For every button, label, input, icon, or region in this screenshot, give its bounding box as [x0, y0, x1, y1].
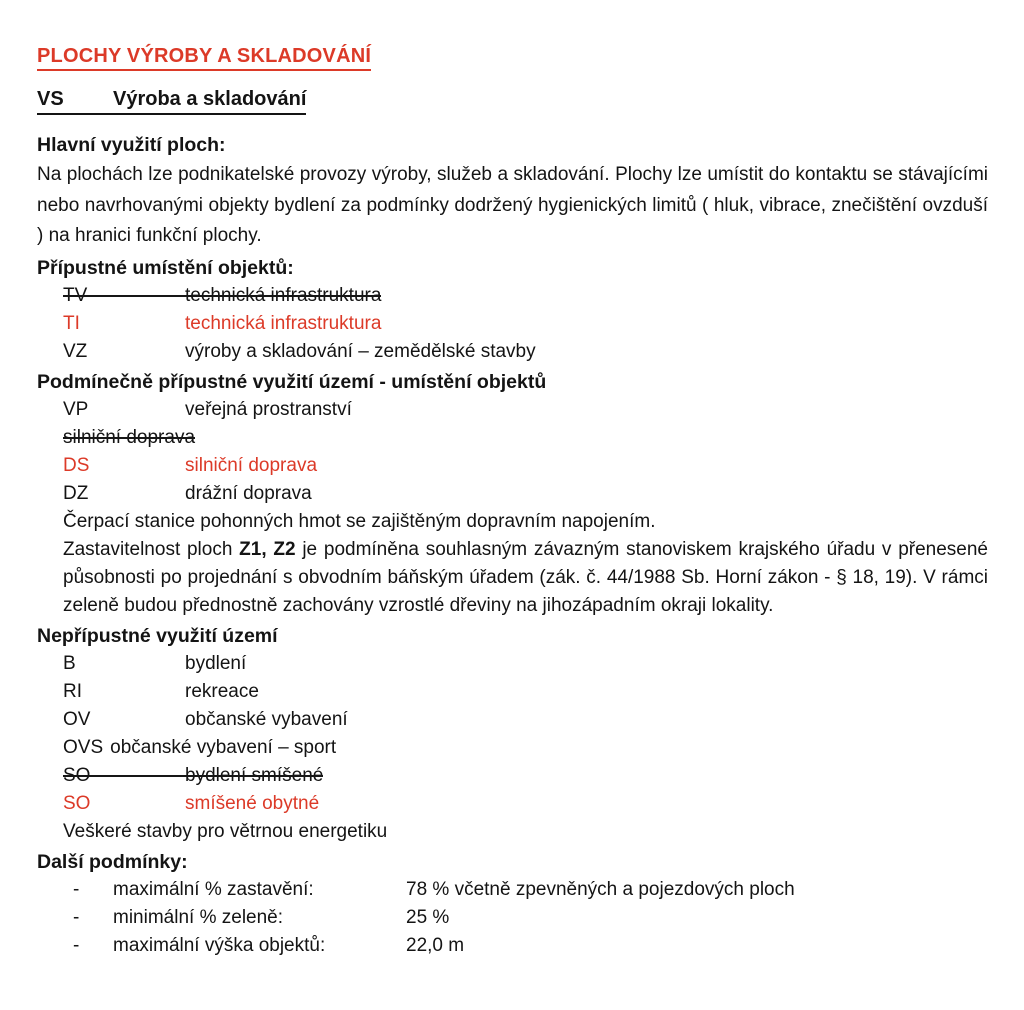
use-code: DS [63, 454, 90, 476]
title-row [37, 44, 988, 87]
use-label: drážní doprava [185, 482, 312, 504]
use-item [63, 678, 259, 706]
use-code: OVS [63, 736, 104, 758]
use-label: technická infrastruktura [185, 284, 382, 306]
use-label: rekreace [185, 680, 259, 702]
condition-label: minimální % zeleně: [113, 906, 284, 928]
use-label: silniční doprava [63, 426, 196, 448]
conditional-heading: Podmínečně přípustné využití území - umístění objektů [37, 370, 547, 393]
use-label: veřejná prostranství [185, 398, 352, 420]
inadmissible-heading: Nepřípustné využití území [37, 624, 278, 647]
use-item-row [63, 452, 988, 480]
z1-z2-note-bold: Z1, Z2 [239, 538, 296, 560]
use-item [63, 396, 352, 424]
use-item-row [63, 762, 988, 790]
condition-row [73, 932, 988, 960]
use-item-row [63, 734, 988, 762]
zone-type-heading-row [37, 87, 988, 115]
condition-label: maximální % zastavění: [113, 878, 314, 900]
use-code: SO [63, 764, 91, 786]
use-code: SO [63, 792, 91, 814]
dash-bullet: - [73, 934, 80, 956]
use-code: TI [63, 312, 80, 334]
use-item-inserted [63, 310, 381, 338]
permissible-heading: Přípustné umístění objektů: [37, 256, 294, 279]
fuel-station-note: Čerpací stanice pohonných hmot se zajištěným dopravním napojením. [63, 510, 656, 532]
wind-energy-note: Veškeré stavby pro větrnou energetiku [63, 820, 388, 842]
use-item [63, 480, 312, 508]
use-item-row [63, 424, 988, 452]
condition-value: 78 % včetně zpevněných a pojezdových ploch [406, 878, 795, 900]
condition-value: 25 % [406, 906, 450, 928]
use-item-row [63, 338, 988, 366]
use-item-row [63, 706, 988, 734]
use-item-row [63, 650, 988, 678]
use-label: výroby a skladování – zemědělské stavby [185, 340, 536, 362]
use-item-row [63, 790, 988, 818]
use-label: smíšené obytné [185, 792, 320, 814]
use-item-deleted [63, 282, 381, 310]
zone-type-code: VS [37, 88, 64, 110]
use-code: RI [63, 680, 82, 702]
use-item-row [63, 678, 988, 706]
use-item-deleted [63, 424, 195, 452]
main-use-heading: Hlavní využití ploch: [37, 134, 226, 156]
use-item-row [63, 282, 988, 310]
other-conditions-heading: Další podmínky: [37, 850, 188, 873]
use-item-inserted [63, 790, 319, 818]
use-label: občanské vybavení – sport [110, 736, 337, 758]
condition-label: maximální výška objektů: [113, 934, 326, 956]
condition-row [73, 904, 988, 932]
condition-row [73, 876, 988, 904]
use-item-row [63, 310, 988, 338]
dash-bullet: - [73, 906, 80, 928]
use-label: bydlení [185, 652, 247, 674]
z1-z2-note-after: je podmíněna souhlasným závazným stanoviskem krajského úřadu v přenesené působnosti po projednání s obvodním báňským úřadem (zák. č. 44/1988 Sb. Horní zákon - § 18, 19). V rámci zeleně budou přednostně zachovány vzrostlé dřeviny na jihozápadním okraji lokality. [63, 538, 988, 616]
z1-z2-note-before: Zastavitelnost ploch [63, 538, 240, 560]
dash-bullet: - [73, 878, 80, 900]
main-use-paragraph: Na plochách lze podnikatelské provozy výroby, služeb a skladování. Plochy lze umístit do kontaktu se stávajícími nebo navrhovanými objekty bydlení za podmínky dodržený hygienických limitů ( hluk, vibrace, znečištění ovzduší ) na hranici funkční plochy. [37, 164, 988, 246]
use-item [63, 734, 336, 762]
use-code: OV [63, 708, 91, 730]
use-item-inserted [63, 452, 317, 480]
use-item [63, 650, 246, 678]
zone-type-heading [37, 87, 306, 115]
use-label: technická infrastruktura [185, 312, 382, 334]
use-code: VZ [63, 340, 88, 362]
use-code: TV [63, 284, 88, 306]
use-code: B [63, 652, 76, 674]
use-code: DZ [63, 482, 89, 504]
z1-z2-note [63, 536, 988, 620]
use-item [63, 706, 348, 734]
use-item-deleted [63, 762, 323, 790]
use-item [63, 338, 536, 366]
condition-value: 22,0 m [406, 934, 465, 956]
use-label: bydlení smíšené [185, 764, 324, 786]
page-title: PLOCHY VÝROBY A SKLADOVÁNÍ [37, 45, 371, 71]
use-item-row [63, 396, 988, 424]
zone-type-label: Výroba a skladování [113, 88, 307, 110]
use-label: občanské vybavení [185, 708, 348, 730]
use-code: VP [63, 398, 89, 420]
use-label: silniční doprava [185, 454, 318, 476]
use-item-row [63, 480, 988, 508]
